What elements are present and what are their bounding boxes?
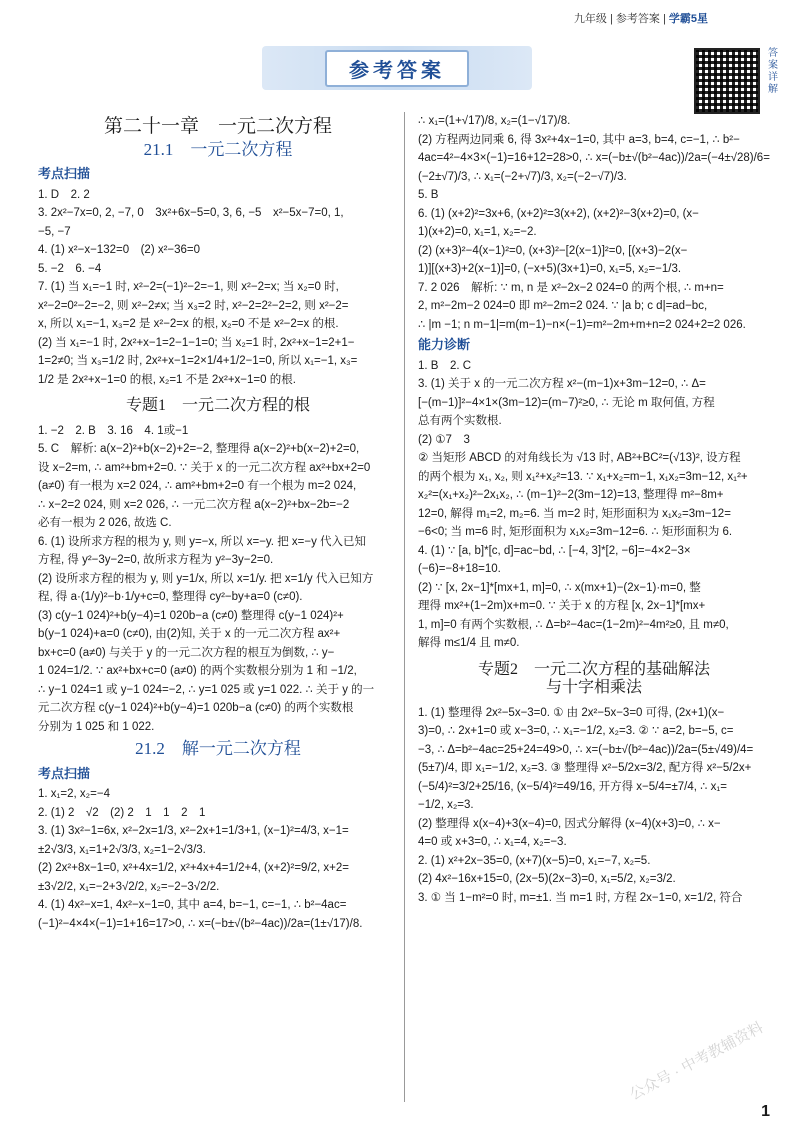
answer-line: (2) 设所求方程的根为 y, 则 y=1/x, 所以 x=1/y. 把 x=1/y 代入已知方 [38, 572, 374, 585]
answer-line: x²−2=0²−2=−2, 则 x²−2≠x; 当 x₃=2 时, x²−2=2²−2=2, 则 x²−2= [38, 299, 349, 312]
answer-line: 1=2≠0; 当 x₃=1/2 时, 2x²+x−1=2×1/4+1/2−1=0, 所以 x₁=−1, x₃= [38, 355, 358, 367]
section-title: 21.1 一元二次方程 [143, 139, 293, 159]
answer-line: 1. −2 2. B 3. 16 4. 1或−1 [38, 424, 189, 437]
answer-line: bx+c=0 (a≠0) 与关于 y 的一元二次方程的根互为倒数, ∴ y− [38, 646, 335, 659]
answer-line: 1)(x+2)=0, x₁=1, x₂=−2. [418, 226, 537, 238]
answer-line: (2) (x+3)²−4(x−1)²=0, (x+3)²−[2(x−1)]²=0, [(x+3)−2(x− [418, 244, 688, 257]
answer-line: 3. (1) 关于 x 的一元二次方程 x²−(m−1)x+3m−12=0, ∴ Δ= [418, 378, 706, 390]
answer-line: ∴ x₁=(1+√17)/8, x₂=(1−√17)/8. [418, 115, 571, 127]
answer-line: 理得 mx²+(1−2m)x+m=0. ∵ 关于 x 的方程 [x, 2x−1]*[mx+ [418, 600, 706, 612]
page-number: 1 [761, 1103, 770, 1120]
answer-line: 5. C 解析: a(x−2)²+b(x−2)+2=−2, 整理得 a(x−2)²+b(x−2)+2=0, [38, 443, 360, 455]
answer-line: 5. −2 6. −4 [38, 262, 102, 275]
answer-line: (5±7)/4, 即 x₁=−1/2, x₂=3. ③ 整理得 x²−5/2x=3/2, 配方得 x²−5/2x+ [418, 762, 752, 774]
answer-line: x₂²=(x₁+x₂)²−2x₁x₂, ∴ (m−1)²−2(3m−12)=13, 整理得 m²−8m+ [418, 489, 724, 501]
watermark: 公众号 · 中考教辅资料 [626, 1019, 766, 1104]
answer-line: 元二次方程 c(y−1 024)²+b(y−4)=1 020b−a (c≠0) 的两个实数根 [38, 702, 354, 714]
answer-line: (2) 2x²+8x−1=0, x²+4x=1/2, x²+4x+4=1/2+4, (x+2)²=9/2, x+2= [38, 862, 350, 874]
grade-label: 九年级 [573, 13, 607, 25]
answer-line: (a≠0) 有一根为 x=2 024, ∴ am²+bm+2=0 有一个根为 m=2 024, [38, 480, 357, 492]
answer-line: 解得 m≤1/4 且 m≠0. [418, 637, 520, 649]
answer-line: 4. (1) x²−x−132=0 (2) x²−36=0 [38, 244, 201, 256]
answer-line: 总有两个实数根. [418, 415, 502, 427]
answer-line: 2. (1) 2 √2 (2) 2 1 1 2 1 [38, 806, 206, 819]
right-column [418, 112, 770, 907]
answer-block [38, 785, 398, 933]
answer-line: −1/2, x₂=3. [418, 799, 474, 811]
column-divider [404, 112, 405, 1102]
answer-line: 7. (1) 当 x₁=−1 时, x²−2=(−1)²−2=−1, 则 x²−2=x; 当 x₂=0 时, [38, 281, 339, 293]
answer-line: 3. ① 当 1−m²=0 时, m=±1. 当 m=1 时, 方程 2x−1=0, x=1/2, 符合 [418, 891, 743, 904]
subsection-heading: 考点扫描 [38, 166, 91, 181]
topic-title: 专题2 一元二次方程的基础解法 [477, 660, 710, 678]
answer-line: (−2±√7)/3, ∴ x₁=(−2+√7)/3, x₂=(−2−√7)/3. [418, 170, 627, 183]
topic-title: 专题1 一元二次方程的根 [125, 397, 310, 414]
answer-line: (2) ①7 3 [418, 433, 470, 446]
answer-line: (2) 4x²−16x+15=0, (2x−5)(2x−3)=0, x₁=5/2, x₂=3/2. [418, 873, 676, 885]
answer-block [418, 112, 770, 334]
answer-line: 3)=0, ∴ 2x+1=0 或 x−3=0, ∴ x₁=−1/2, x₂=3. ② ∵ a=2, b=−5, c= [418, 725, 734, 737]
answer-block [38, 422, 398, 737]
qr-code[interactable] [694, 48, 760, 114]
title-banner [262, 46, 532, 90]
answer-line: 4=0 或 x+3=0, ∴ x₁=4, x₂=−3. [418, 836, 567, 848]
answer-block [418, 704, 770, 908]
answer-block [418, 357, 770, 653]
answer-line: ∴ x−2=2 024, 则 x=2 026, ∴ 一元二次方程 a(x−2)²+bx−2b=−2 [38, 498, 350, 511]
answer-line: 1. (1) 整理得 2x²−5x−3=0. ① 由 2x²−5x−3=0 可得, (2x+1)(x− [418, 706, 725, 719]
answer-line: 1. B 2. C [418, 359, 472, 372]
answer-line: 2. (1) x²+2x−35=0, (x+7)(x−5)=0, x₁=−7, x₂=5. [418, 854, 651, 867]
answer-line: −3, ∴ Δ=b²−4ac=25+24=49>0, ∴ x=(−b±√(b²−4ac))/2a=(5±√49)/4= [418, 743, 754, 756]
answer-line: 1 024=1/2. ∵ ax²+bx+c=0 (a≠0) 的两个实数根分别为 1 和 −1/2, [38, 665, 357, 677]
banner-title: 参考答案 [325, 50, 469, 87]
answer-line: 1)][(x+3)+2(x−1)]=0, (−x+5)(3x+1)=0, x₁=5, x₂=−1/3. [418, 263, 682, 275]
subsection-heading: 能力诊断 [418, 337, 471, 352]
answer-line: (3) c(y−1 024)²+b(y−4)=1 020b−a (c≠0) 整理得 c(y−1 024)²+ [38, 609, 344, 622]
answer-line: (−6)=−8+18=10. [418, 563, 501, 575]
subsection-heading: 考点扫描 [38, 765, 91, 781]
answer-line: 1/2 是 2x²+x−1=0 的根, x₂=1 不是 2x²+x−1=0 的根. [38, 373, 296, 386]
section-title: 21.2 解一元二次方程 [135, 739, 301, 758]
answer-line: ∴ y−1 024=1 或 y−1 024=−2, ∴ y=1 025 或 y=1 022. ∴ 关于 y 的一 [38, 683, 375, 696]
answer-line: −5, −7 [38, 225, 71, 238]
answer-line: 6. (1) (x+2)²=3x+6, (x+2)²=3(x+2), (x+2)²−3(x+2)=0, (x− [418, 207, 699, 220]
answer-line: [−(m−1)]²−4×1×(3m−12)=(m−7)²≥0, ∴ 无论 m 取何值, 方程 [418, 396, 715, 409]
qr-label: 答案详解 [768, 48, 778, 95]
answer-line: 设 x−2=m, ∴ am²+bm+2=0. ∵ 关于 x 的一元二次方程 ax²+bx+2=0 [38, 461, 371, 474]
answer-line: (2) 当 x₁=−1 时, 2x²+x−1=2−1−1=0; 当 x₂=1 时, 2x²+x−1=2+1− [38, 336, 355, 349]
answer-line: ±3√2/2, x₁=−2+3√2/2, x₂=−2−3√2/2. [38, 880, 220, 893]
answer-line: (2) ∵ [x, 2x−1]*[mx+1, m]=0, ∴ x(mx+1)−(2x−1)·m=0, 整 [418, 581, 701, 594]
answer-line: (−5/4)²=3/2+25/16, (x−5/4)²=49/16, 开方得 x−5/4=±7/4, ∴ x₁= [418, 780, 728, 793]
topic-subtitle: 与十字相乘法 [545, 679, 642, 696]
answer-line: 6. (1) 设所求方程的根为 y, 则 y=−x, 所以 x=−y. 把 x=−y 代入已知 [38, 535, 367, 548]
answer-line: (2) 整理得 x(x−4)+3(x−4)=0, 因式分解得 (x−4)(x+3)=0, ∴ x− [418, 817, 721, 830]
answer-line: 4. (1) 4x²−x=1, 4x²−x−1=0, 其中 a=4, b=−1, c=−1, ∴ b²−4ac= [38, 899, 347, 911]
answer-line: 分别为 1 025 和 1 022. [38, 720, 155, 733]
answer-line: x, 所以 x₁=−1, x₃=2 是 x²−2=x 的根, x₂=0 不是 x²−2=x 的根. [38, 318, 339, 330]
answer-line: 1, m]=0 有两个实数根, ∴ Δ=b²−4ac=(1−2m)²−4m²≥0, 且 m≠0, [418, 618, 729, 631]
chapter-title: 第二十一章 一元二次方程 [103, 116, 332, 137]
answer-line: (2) 方程两边同乘 6, 得 3x²+4x−1=0, 其中 a=3, b=4, c=−1, ∴ b²− [418, 133, 740, 146]
answer-line: 1. D 2. 2 [38, 188, 90, 201]
answer-line: −6<0; 当 m=6 时, 矩形面积为 x₁x₂=3m−12=6. ∴ 矩形面积为 6. [418, 526, 733, 538]
answer-block [38, 186, 398, 390]
answer-line: 3. (1) 3x²−1=6x, x²−2x=1/3, x²−2x+1=1/3+1, (x−1)²=4/3, x−1= [38, 825, 349, 837]
answer-line: 4ac=4²−4×3×(−1)=16+12=28>0, ∴ x=(−b±√(b²−4ac))/2a=(−4±√28)/6= [418, 152, 770, 164]
answer-line: 程, 得 a·(1/y)²−b·1/y+c=0, 整理得 cy²−by+a=0 (c≠0). [38, 591, 303, 603]
answer-line: b(y−1 024)+a=0 (c≠0), 由(2)知, 关于 x 的一元二次方程 ax²+ [38, 628, 341, 640]
answer-line: ∴ |m −1; n m−1|=m(m−1)−n×(−1)=m²−2m+m+n=2 024+2=2 026. [418, 318, 746, 331]
answer-line: (−1)²−4×4×(−1)=1+16=17>0, ∴ x=(−b±√(b²−4ac))/2a=(1±√17)/8. [38, 917, 363, 930]
brand-logo: 学霸5星 [668, 13, 708, 25]
answer-line: ② 当矩形 ABCD 的对角线长为 √13 时, AB²+BC²=(√13)², 设方程 [418, 452, 741, 464]
answer-line: 方程, 得 y²−3y−2=0, 故所求方程为 y²−3y−2=0. [38, 554, 274, 566]
answer-line: 3. 2x²−7x=0, 2, −7, 0 3x²+6x−5=0, 3, 6, −5 x²−5x−7=0, 1, [38, 207, 344, 219]
answer-line: 的两个根为 x₁, x₂, 则 x₁²+x₂²=13. ∵ x₁+x₂=m−1, x₁x₂=3m−12, x₁²+ [418, 470, 748, 483]
answer-line: 必有一根为 2 026, 故选 C. [38, 517, 172, 529]
answer-line: ±2√3/3, x₁=1+2√3/3, x₂=1−2√3/3. [38, 843, 206, 856]
left-column [38, 112, 398, 933]
answer-line: 4. (1) ∵ [a, b]*[c, d]=ac−bd, ∴ [−4, 3]*[2, −6]=−4×2−3× [418, 544, 691, 557]
answer-line: 1. x₁=2, x₂=−4 [38, 788, 110, 800]
header-meta: 九年级 | 参考答案 | 学霸5星 [573, 13, 708, 25]
answer-line: 5. B [418, 189, 439, 201]
answer-line: 12=0, 解得 m₁=2, m₂=6. 当 m=2 时, 矩形面积为 x₁x₂=3m−12= [418, 507, 731, 520]
answer-line: 7. 2 026 解析: ∵ m, n 是 x²−2x−2 024=0 的两个根, ∴ m+n= [418, 281, 724, 294]
answer-line: 2, m²−2m−2 024=0 即 m²−2m=2 024. ∵ |a b; c d|=ad−bc, [418, 300, 708, 312]
answers-label: 参考答案 [615, 13, 660, 25]
